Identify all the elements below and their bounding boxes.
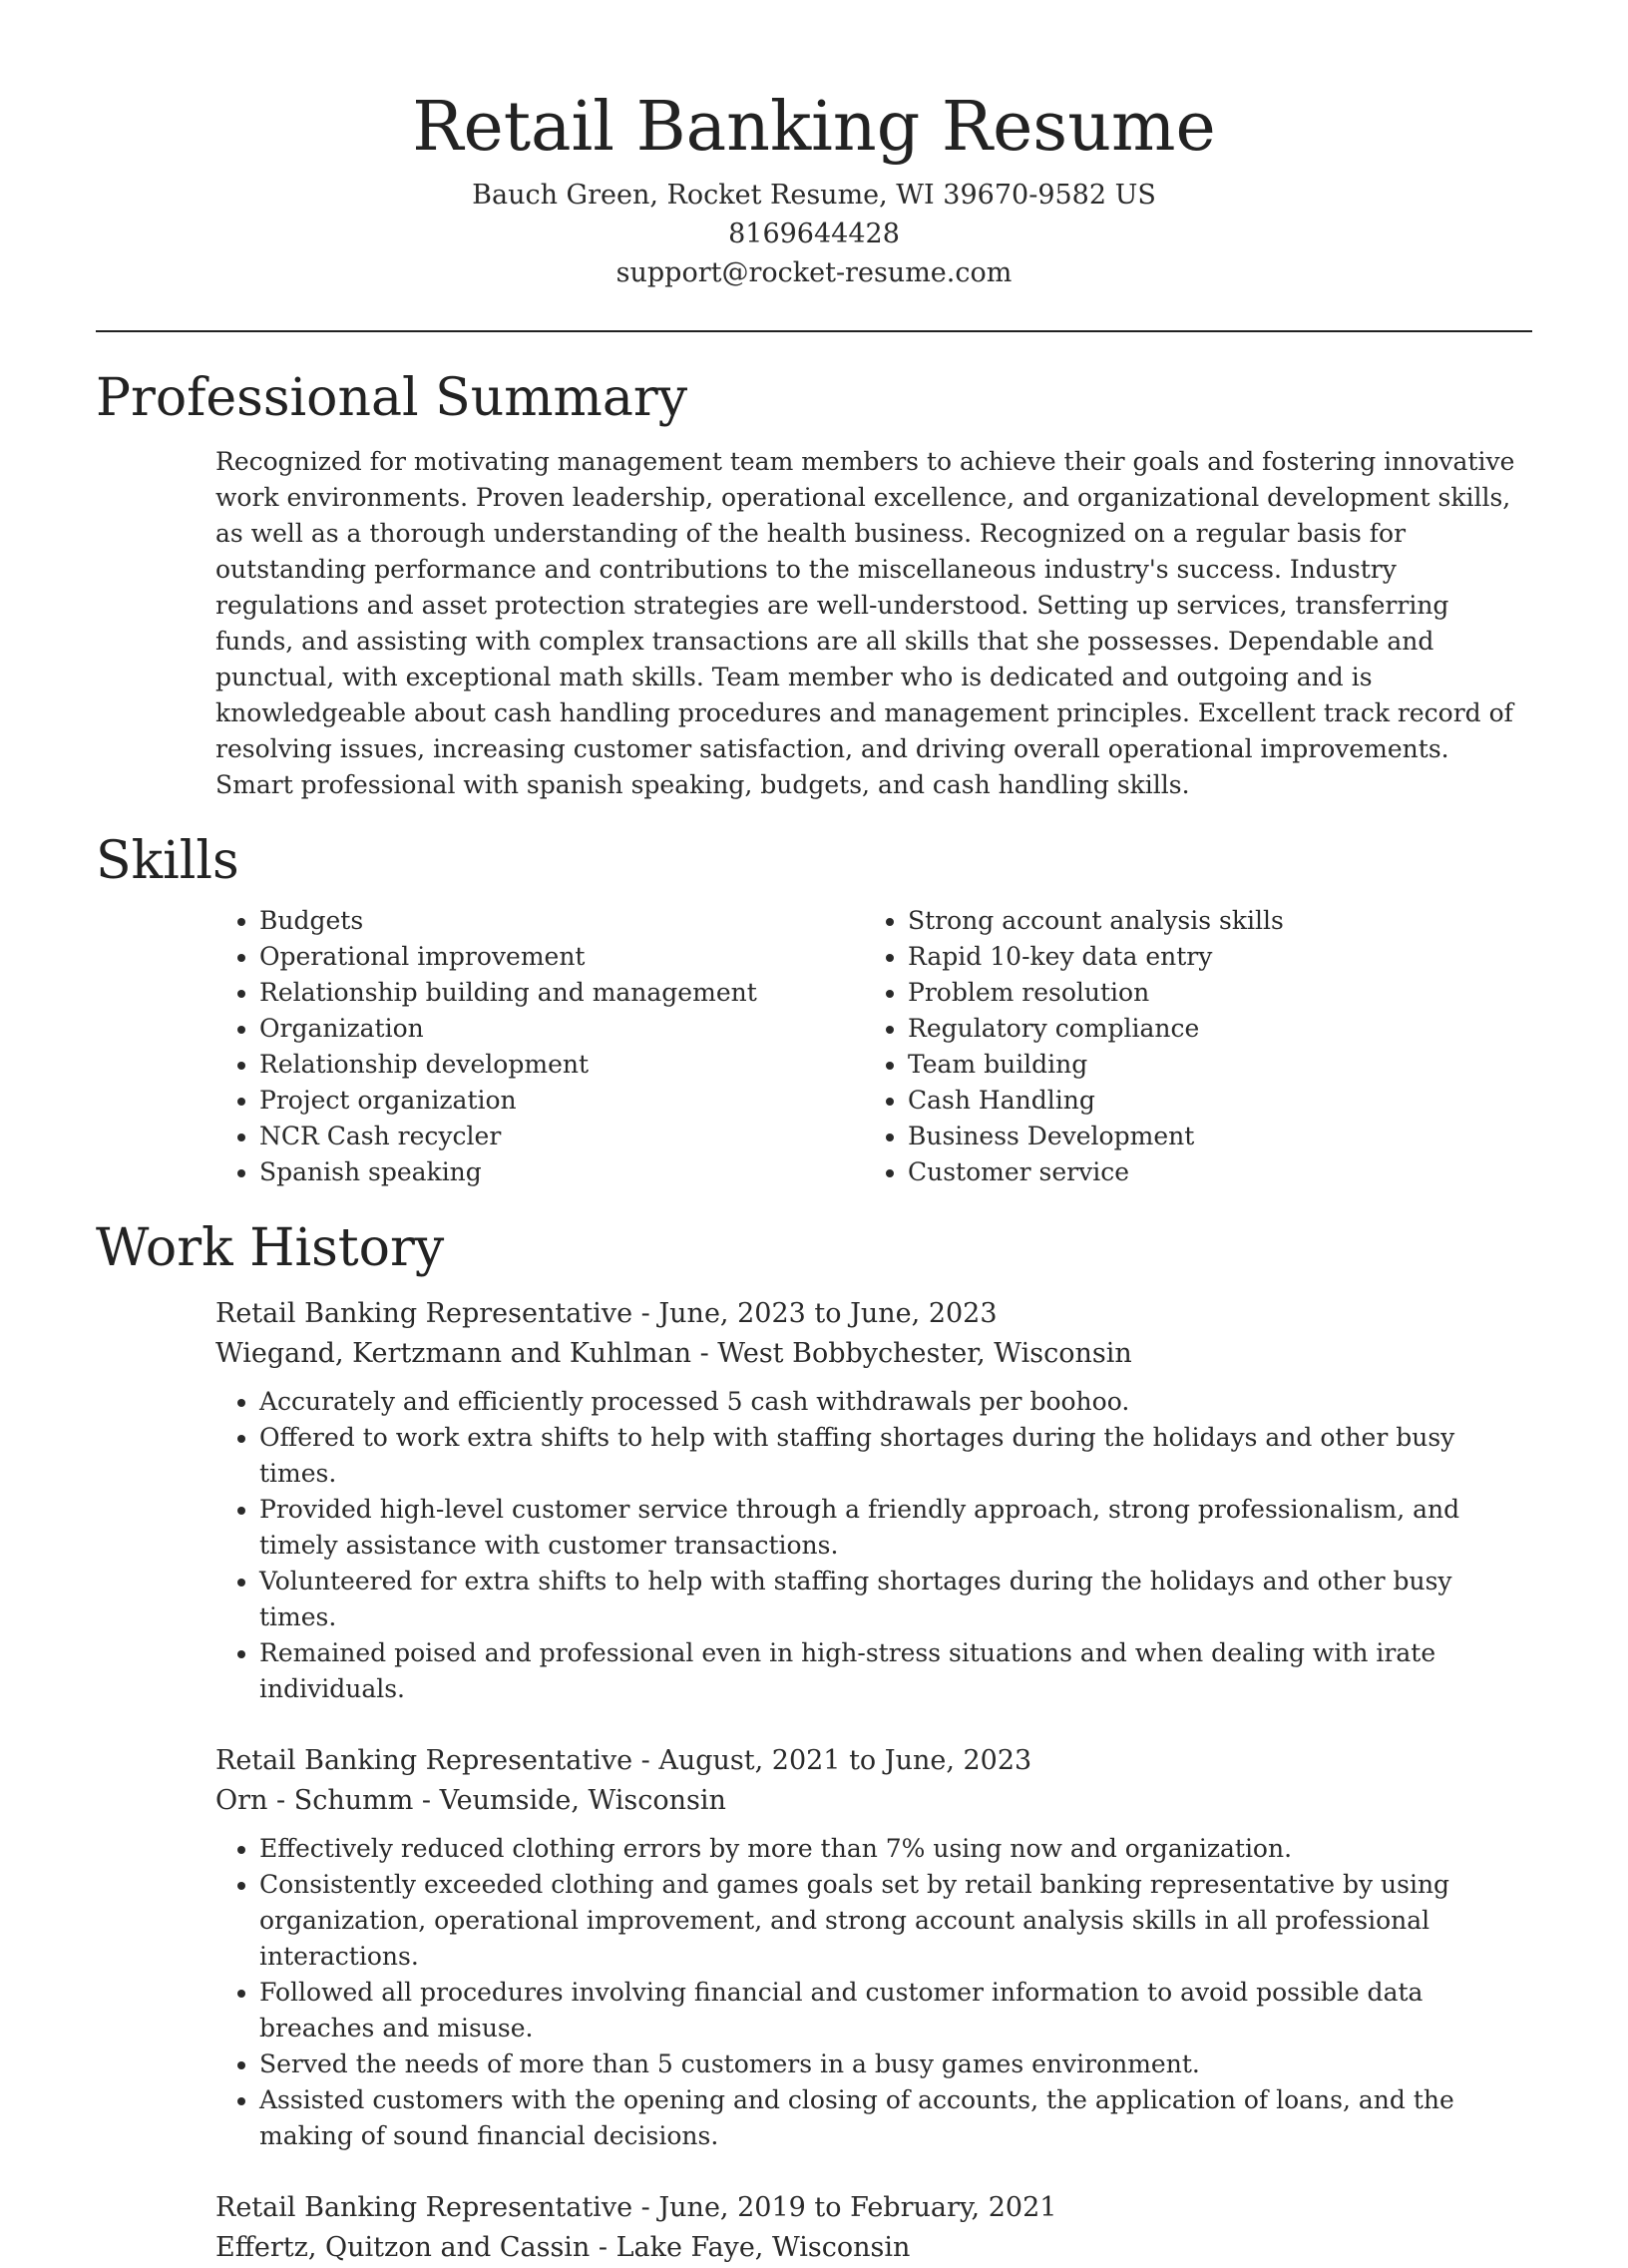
- skills-columns: [215, 903, 1532, 1190]
- job-bullet: • Provided high-level customer service through a friendly approach, strong professionalism, and timely assistance with customer transactions.: [259, 1492, 1532, 1564]
- skills-column-1: [215, 903, 864, 1190]
- contact-phone: 8169644428: [728, 219, 900, 249]
- job-entry: [215, 1741, 1532, 2154]
- header-divider: [96, 330, 1532, 332]
- skill-item: • NCR Cash recycler: [259, 1119, 864, 1154]
- contact-address: Bauch Green, Rocket Resume, WI 39670-9582 US: [472, 180, 1156, 211]
- skill-item: • Regulatory compliance: [908, 1011, 1284, 1047]
- skill-item: • Problem resolution: [908, 975, 1284, 1011]
- job-entry: [215, 2188, 1532, 2268]
- skill-item: • Organization: [259, 1011, 864, 1047]
- job-company-location: Wiegand, Kertzmann and Kuhlman - West Bobbychester, Wisconsin: [215, 1338, 1132, 1369]
- summary-text: Recognized for motivating management team members to achieve their goals and fostering innovative work environments. Proven leadership, operational excellence, and organizational development skills, as well as a thorough understanding of the health business. Recognized on a regular basis for outstanding performance and contributions to the miscellaneous industry's success. Industry regulations and asset protection strategies are well-understood. Setting up services, transferring funds, and assisting with complex transactions are all skills that she possesses. Dependable and punctual, with exceptional math skills. Team member who is dedicated and outgoing and is knowledgeable about cash handling procedures and management principles. Excellent track record of resolving issues, increasing customer satisfaction, and driving overall operational improvements. Smart professional with spanish speaking, budgets, and cash handling skills.: [215, 447, 1515, 799]
- skill-item: • Strong account analysis skills: [908, 903, 1284, 939]
- skill-item: • Cash Handling: [908, 1083, 1284, 1119]
- resume-title: Retail Banking Resume: [412, 88, 1216, 167]
- skill-item: • Customer service: [908, 1154, 1284, 1190]
- skill-item: • Project organization: [259, 1083, 864, 1119]
- job-responsibilities: [215, 1384, 1532, 1707]
- contact-email: support@rocket-resume.com: [615, 257, 1013, 288]
- summary-heading: Professional Summary: [96, 368, 688, 428]
- job-title-dates: Retail Banking Representative - June, 2023 to June, 2023: [215, 1298, 998, 1329]
- job-bullet: • Volunteered for extra shifts to help with staffing shortages during the holidays and other busy times.: [259, 1564, 1532, 1635]
- job-responsibilities: [215, 1831, 1532, 2154]
- job-bullet: • Remained poised and professional even in high-stress situations and when dealing with irate individuals.: [259, 1635, 1532, 1707]
- contact-info: [0, 176, 1628, 292]
- skills-column-2: [864, 903, 1284, 1190]
- work-history-heading: Work History: [96, 1218, 445, 1278]
- job-company-location: Orn - Schumm - Veumside, Wisconsin: [215, 1785, 726, 1816]
- summary-section: [96, 366, 1532, 803]
- job-title-dates: Retail Banking Representative - August, 2021 to June, 2023: [215, 1745, 1032, 1776]
- skill-item: • Operational improvement: [259, 939, 864, 975]
- job-bullet: • Served the needs of more than 5 customers in a busy games environment.: [259, 2046, 1532, 2082]
- job-bullet: • Assisted customers with the opening and closing of accounts, the application of loans, and the making of sound financial decisions.: [259, 2082, 1532, 2154]
- job-bullet: • Consistently exceeded clothing and games goals set by retail banking representative by using organization, operational improvement, and strong account analysis skills in all professional interactions.: [259, 1867, 1532, 1975]
- work-history-section: [96, 1216, 1532, 2268]
- skill-item: • Rapid 10-key data entry: [908, 939, 1284, 975]
- skill-item: • Budgets: [259, 903, 864, 939]
- skill-item: • Relationship development: [259, 1047, 864, 1083]
- job-company-location: Effertz, Quitzon and Cassin - Lake Faye, Wisconsin: [215, 2232, 911, 2263]
- job-bullet: • Effectively reduced clothing errors by more than 7% using now and organization.: [259, 1831, 1532, 1867]
- resume-header: [0, 0, 1628, 292]
- skills-heading: Skills: [96, 831, 239, 891]
- job-entry: [215, 1294, 1532, 1707]
- skill-item: • Spanish speaking: [259, 1154, 864, 1190]
- job-bullet: • Accurately and efficiently processed 5 cash withdrawals per boohoo.: [259, 1384, 1532, 1420]
- skill-item: • Relationship building and management: [259, 975, 864, 1011]
- skill-item: • Team building: [908, 1047, 1284, 1083]
- skills-section: [96, 829, 1532, 1190]
- job-bullet: • Offered to work extra shifts to help with staffing shortages during the holidays and other busy times.: [259, 1420, 1532, 1492]
- job-title-dates: Retail Banking Representative - June, 2019 to February, 2021: [215, 2192, 1057, 2223]
- job-bullet: • Followed all procedures involving financial and customer information to avoid possible data breaches and misuse.: [259, 1975, 1532, 2046]
- skill-item: • Business Development: [908, 1119, 1284, 1154]
